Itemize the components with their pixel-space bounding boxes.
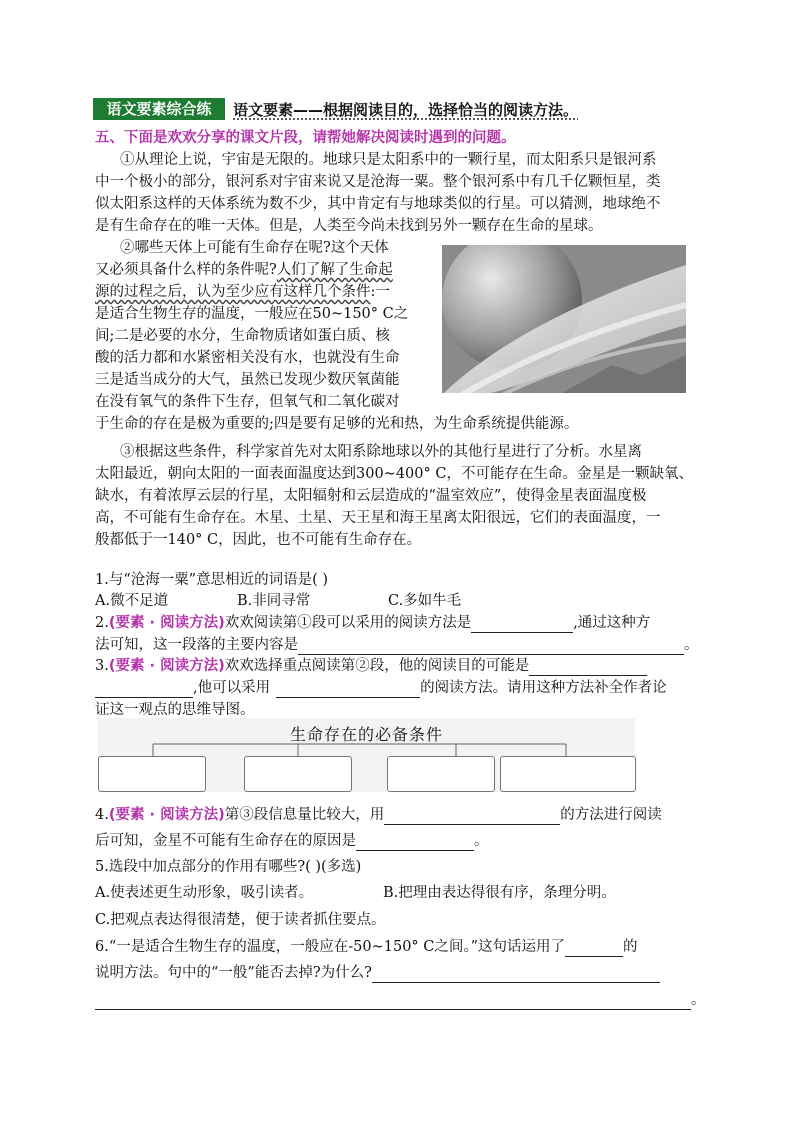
- q4-text-1: 第③段信息量比较大，用: [224, 807, 385, 823]
- q2-text-1: 欢欢阅读第①段可以采用的阅读方法是: [224, 615, 472, 631]
- q5-option-b: B.把理由表达得很有序，条理分明。: [383, 885, 616, 901]
- q2-line-1: [95, 613, 650, 633]
- p2-line-2: [95, 260, 393, 281]
- q5-stem: 5.选段中加点部分的作用有哪些?( )(多选): [95, 859, 362, 875]
- p3-line-4: 高，不可能有生命存在。木星、土星、天王星和海王星离太阳很远，它们的表面温度，一: [95, 510, 661, 526]
- q3-text-2: ,他可以采用: [193, 680, 271, 696]
- q5-option-c: C.把观点表达得很清楚，便于读者抓住要点。: [95, 912, 386, 928]
- q3-blank-2[interactable]: [95, 681, 193, 698]
- q6-period: 。: [691, 992, 706, 1008]
- q6-text-2: 的: [623, 939, 638, 955]
- mindmap-box-3[interactable]: [387, 756, 495, 792]
- q2-text-2: ,通过这种方: [573, 615, 651, 631]
- q4-text-3: 后可知，金星不可能有生命存在的原因是: [95, 833, 356, 849]
- q4-blank-2[interactable]: [356, 834, 474, 851]
- q2-number: 2.: [95, 615, 109, 631]
- q4-line-2: [95, 831, 489, 851]
- p2-line-5: 间;二是必要的水分，生命物质诸如蛋白质、核: [95, 328, 390, 344]
- p2-wavy-a: 人们了解了生命起: [276, 262, 393, 278]
- p1-line-2: 中一个极小的部分，银河系对宇宙来说又是沧海一粟。整个银河系中有几千亿颗恒星，类: [95, 174, 661, 190]
- p2-line-4: 是适合生物生存的温度，一般应在50~150° C之: [95, 306, 409, 322]
- p3-line-1: ③根据这些条件，科学家首先对太阳系除地球以外的其他行星进行了分析。水星离: [120, 444, 642, 460]
- q5-option-a: A.使表述更生动形象，吸引读者。: [95, 885, 314, 901]
- mindmap-box-4[interactable]: [500, 756, 636, 792]
- p1-line-3: 似太阳系这样的天体系统为数不少，其中肯定有与地球类似的行星。可以猜测，地球绝不: [95, 196, 661, 212]
- q3-text-1: 欢欢选择重点阅读第②段，他的阅读目的可能是: [224, 658, 530, 674]
- q2-period: 。: [684, 637, 699, 653]
- headline: [233, 99, 578, 120]
- q1-option-a: A.微不足道: [95, 593, 169, 609]
- p1-line-4: 是有生命存在的唯一天体。但是，人类至今尚未找到另外一颗存在生命的星球。: [95, 218, 603, 234]
- q3-blank-3[interactable]: [276, 681, 420, 698]
- q6-line-3: [95, 990, 706, 1010]
- mindmap-box-2[interactable]: [244, 756, 352, 792]
- p2-text-b: :一: [370, 284, 390, 300]
- q4-number: 4.: [95, 807, 109, 823]
- q3-number: 3.: [95, 658, 109, 674]
- p2-line-6: 酸的活力都和水紧密相关没有水，也就没有生命: [95, 350, 400, 366]
- q6-line-1: [95, 937, 638, 957]
- q3-line-3: 证这一观点的思维导图。: [95, 702, 255, 718]
- q2-text-3: 法可知，这一段落的主要内容是: [95, 637, 298, 653]
- q4-blank-1[interactable]: [384, 808, 560, 825]
- p2-line-9: 于生命的存在是极为重要的;四是要有足够的光和热，为生命系统提供能源。: [95, 416, 579, 432]
- planet-illustration: [442, 245, 686, 393]
- p3-line-5: 般都低于一140° C，因此，也不可能有生命存在。: [95, 532, 422, 548]
- p2-line-3: [95, 282, 390, 303]
- mindmap-box-1[interactable]: [98, 756, 206, 792]
- q4-tag: (要素 · 阅读方法): [108, 807, 225, 823]
- q3-line-2: [95, 678, 667, 698]
- headline-text: 语文要素——根据阅读目的，选择恰当的阅读方法。: [233, 101, 579, 119]
- q2-line-2: [95, 635, 699, 655]
- q2-tag: (要素 · 阅读方法): [108, 615, 225, 631]
- p2-text-a: 又必须具备什么样的条件呢?: [95, 262, 277, 278]
- p3-line-2: 太阳最近，朝向太阳的一面表面温度达到300~400° C，不可能存在生命。金星是一颗缺氧、: [95, 466, 693, 482]
- q2-blank-2[interactable]: [298, 638, 684, 655]
- q6-blank-3[interactable]: [95, 993, 691, 1010]
- q3-blank-1[interactable]: [529, 659, 647, 676]
- p2-line-8: 在没有氧气的条件下生存，但氧气和二氧化碳对: [95, 394, 400, 410]
- q6-text-1: 6.“一是适合生物生存的温度，一般应在-50~150° C之间。”这句话运用了: [95, 939, 566, 955]
- q3-tag: (要素 · 阅读方法): [108, 658, 225, 674]
- q3-line-1: [95, 656, 647, 676]
- q6-blank-2[interactable]: [372, 966, 660, 983]
- q6-text-3: 说明方法。句中的“一般”能否去掉?为什么?: [95, 965, 372, 981]
- mindmap: [98, 718, 635, 792]
- p2-wavy-b: 源的过程之后，认为至少应有这样几个条件: [95, 284, 371, 300]
- section-title: 五、下面是欢欢分享的课文片段，请帮她解决阅读时遇到的问题。: [95, 130, 516, 146]
- p3-line-3: 缺水，有着浓厚云层的行星，太阳辐射和云层造成的“温室效应”，使得金星表面温度极: [95, 488, 647, 504]
- q4-text-2: 的方法进行阅读: [560, 807, 662, 823]
- p2-line-1: ②哪些天体上可能有生命存在呢?这个天体: [120, 240, 389, 256]
- q4-period: 。: [474, 833, 489, 849]
- q4-line-1: [95, 805, 662, 825]
- q1-stem: 1.与“沧海一粟”意思相近的词语是( ): [95, 572, 329, 588]
- planet-image: [442, 245, 686, 393]
- q6-line-2: [95, 963, 660, 983]
- section-badge: 语文要素综合练: [93, 98, 225, 120]
- q3-text-3: 的阅读方法。请用这种方法补全作者论: [420, 680, 667, 696]
- q1-option-c: C.多如牛毛: [388, 593, 462, 609]
- q2-blank-1[interactable]: [471, 616, 573, 633]
- q1-option-b: B.非同寻常: [237, 593, 311, 609]
- mindmap-title: 生命存在的必备条件: [289, 725, 443, 744]
- p1-line-1: ①从理论上说，宇宙是无限的。地球只是太阳系中的一颗行星，而太阳系只是银河系: [120, 152, 657, 168]
- q6-blank-1[interactable]: [565, 940, 623, 957]
- p2-line-7: 三是适当成分的大气，虽然已发现少数厌氧菌能: [95, 372, 400, 388]
